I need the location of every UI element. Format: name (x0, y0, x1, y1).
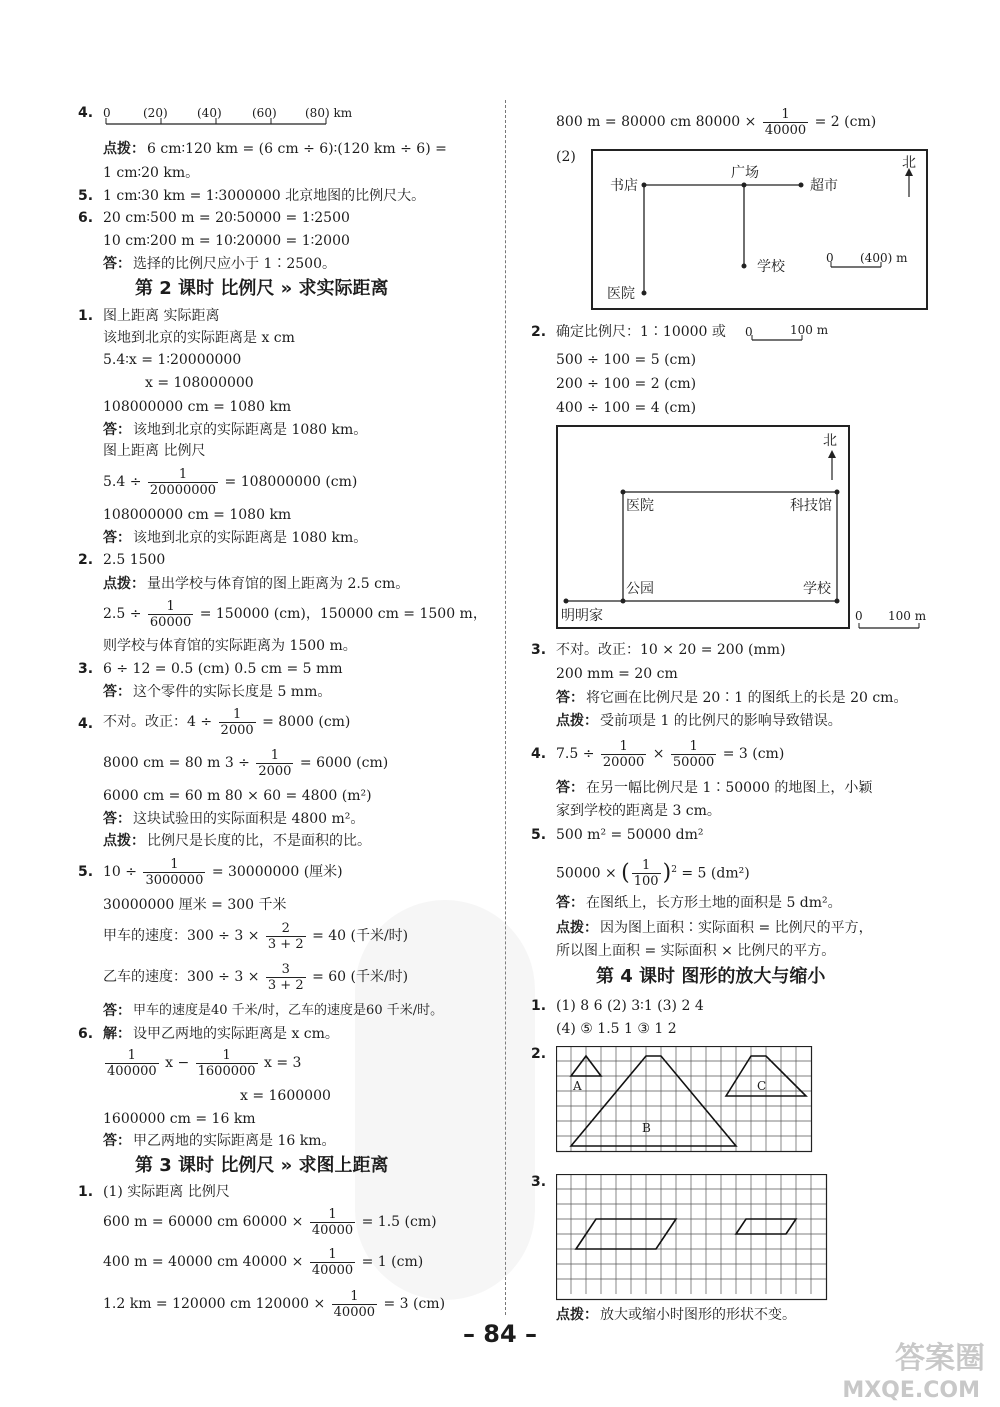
eq-suffix: = 1 (cm) (361, 1254, 424, 1270)
rq2-line2: 500 ÷ 100 = 5 (cm) (556, 352, 697, 368)
eq-suffix: = 1.5 (cm) (361, 1214, 437, 1230)
s2q4-equation2 (103, 747, 388, 779)
eq-prefix: 甲车的速度：300 ÷ 3 × (103, 928, 260, 944)
eq-prefix: 800 m = 80000 cm 80000 × (556, 114, 757, 130)
numerator: 1 (332, 1289, 377, 1305)
fraction (219, 707, 256, 738)
rq3-line2: 200 mm = 20 cm (556, 666, 678, 682)
q4-scale-20: (20) (143, 106, 168, 120)
map1-hospital: 医院 (607, 286, 635, 302)
map1-school: 学校 (757, 259, 785, 275)
s2q1-answer: 该地到北京的实际距离是 1080 km。 (133, 422, 368, 438)
section-4-title: 第 4 课时 图形的放大与缩小 (596, 966, 826, 987)
rq4-number: 4. (531, 746, 547, 762)
s2q5-equation1 (103, 856, 343, 888)
q6-answer: 选择的比例尺应小于 1∶2500。 (133, 256, 336, 272)
s2q4-equation1 (103, 706, 350, 738)
s2q1-line9: 108000000 cm = 1080 km (103, 507, 292, 523)
s4q3-number: 3. (531, 1174, 547, 1190)
s2q4-hint-label: 点拨： (103, 833, 145, 849)
fraction (196, 1048, 258, 1079)
s2q5-equation4 (103, 961, 408, 993)
rq5-hint-label: 点拨： (556, 920, 598, 936)
rq4-answer-line2: 家到学校的距离是 3 cm。 (556, 803, 721, 819)
multiply-sign: × (652, 746, 665, 762)
rq5-hint-line2: 所以图上面积 = 实际面积 × 比例尺的平方。 (556, 943, 836, 959)
map2-park: 公园 (626, 581, 654, 597)
s4q1-number: 1. (531, 998, 547, 1014)
s4q1-line2: (4) ⑤ 1.5 1 ③ 1 2 (556, 1021, 677, 1037)
q4-hint-label: 点拨： (103, 141, 145, 157)
numerator: 1 (148, 599, 193, 615)
s2q5-number: 5. (78, 864, 94, 880)
denominator: 100 (633, 874, 659, 890)
s2q1-line5: 108000000 cm = 1080 km (103, 399, 292, 415)
eq-prefix: 50000 × (556, 865, 617, 882)
numerator: 1 (219, 707, 256, 723)
watermark-stamp (355, 900, 535, 1300)
denominator: 20000 (602, 754, 645, 770)
s2q1-number: 1. (78, 308, 94, 324)
s2q6-answer-label: 答： (103, 1133, 131, 1149)
watermark-en: MXQE.COM (842, 1378, 980, 1403)
fraction (332, 1289, 377, 1320)
denominator: 2000 (220, 722, 254, 738)
s2q1-equation (103, 466, 357, 498)
s4q1-line1: (1) 8 6 (2) 3∶1 (3) 2 4 (556, 998, 704, 1014)
rq4-answer-line1: 在另一幅比例尺是 1∶50000 的地图上，小颖 (586, 780, 873, 796)
s2q6-solution-label: 解： (103, 1026, 131, 1042)
s2q1-line1: 图上距离 实际距离 (103, 308, 220, 324)
map2-scale-bar (855, 620, 925, 632)
s2q1-line3: 5.4∶x = 1∶20000000 (103, 352, 242, 368)
page-number: – 84 – (462, 1320, 538, 1348)
eq-prefix: 8000 cm = 80 m 3 ÷ (103, 755, 250, 771)
s2q6-line3: x = 1600000 (240, 1088, 331, 1104)
q5-text: 1 cm∶30 km = 1∶3000000 北京地图的比例尺大。 (103, 188, 426, 204)
eq-suffix: = 60 (千米/时) (312, 969, 409, 985)
s4q2-label-A: A (573, 1079, 582, 1093)
s2q1-answer-label: 答： (103, 422, 131, 438)
s3q1-row2 (103, 1246, 423, 1278)
rq2-number: 2. (531, 324, 547, 340)
s2q3-number: 3. (78, 661, 94, 677)
eq-suffix: = 2 (cm) (814, 114, 877, 130)
section-2-title: 第 2 课时 比例尺 » 求实际距离 (135, 278, 389, 299)
rq3-hint-label: 点拨： (556, 713, 598, 729)
s4q2-grid (556, 1046, 816, 1158)
numerator: 1 (671, 739, 716, 755)
fraction (256, 748, 293, 779)
denominator: 40000 (311, 1262, 354, 1278)
s2q4-answer-label: 答： (103, 811, 131, 827)
q4-scale-40: (40) (197, 106, 222, 120)
eq-suffix: = 40 (千米/时) (312, 928, 409, 944)
denominator: 3 + 2 (267, 977, 304, 993)
page-number-value: 84 (483, 1320, 517, 1348)
denominator: 20000000 (149, 482, 217, 498)
s2q3-answer: 这个零件的实际长度是 5 mm。 (133, 684, 332, 700)
square-exponent: 2 (671, 865, 677, 875)
eq-suffix: = 3 (cm) (383, 1296, 446, 1312)
s3q1-row3 (103, 1288, 445, 1320)
s2q6-answer: 甲乙两地的实际距离是 16 km。 (133, 1133, 336, 1149)
eq-suffix: = 6000 (cm) (299, 755, 389, 771)
eq-middle: x − (165, 1055, 190, 1071)
map2-scale-100: 100 m (888, 609, 927, 623)
s2q6-equation (103, 1047, 301, 1079)
s2q2-line1: 2.5 1500 (103, 552, 166, 568)
rq5-equation (556, 852, 750, 892)
numerator: 1 (763, 107, 808, 123)
s2q2-hint-label: 点拨： (103, 576, 145, 592)
s3q1-number: 1. (78, 1184, 94, 1200)
map2-scale-0: 0 (855, 609, 863, 623)
rq3-number: 3. (531, 642, 547, 658)
s2q1-line4: x = 108000000 (145, 375, 254, 391)
rq5-answer: 在图纸上，长方形土地的面积是 5 dm²。 (586, 895, 842, 911)
denominator: 40000 (764, 122, 807, 138)
s2q2-equation (103, 598, 487, 630)
eq-prefix: 400 m = 40000 cm 40000 × (103, 1254, 304, 1270)
s2q2-line4: 则学校与体育馆的实际距离为 1500 m。 (103, 638, 357, 654)
q4-number: 4. (78, 105, 94, 121)
rq2-line1: 确定比例尺：1∶10000 或 (556, 324, 726, 340)
eq-suffix: = 30000000 (厘米) (211, 864, 343, 880)
q6-answer-label: 答： (103, 256, 131, 272)
rq5-hint-line1: 因为图上面积∶实际面积 = 比例尺的平方， (600, 920, 873, 936)
eq-prefix: 10 ÷ (103, 864, 137, 880)
rq2-scale-0: 0 (745, 325, 753, 339)
s3q1-row1 (103, 1206, 437, 1238)
denominator: 40000 (333, 1304, 376, 1320)
q4-scale-0: 0 (103, 106, 111, 120)
rq5-number: 5. (531, 827, 547, 843)
map1-scale-400: (400) m (860, 251, 908, 265)
q4-scale-80: (80) km (305, 106, 353, 120)
eq-suffix: = 3 (cm) (722, 746, 785, 762)
denominator: 400000 (107, 1063, 157, 1079)
rq3-hint: 受前项是 1 的比例尺的影响导致错误。 (600, 713, 842, 729)
rq2-line4: 400 ÷ 100 = 4 (cm) (556, 400, 697, 416)
rq4-answer-label: 答： (556, 780, 584, 796)
s2q1-answer2: 该地到北京的实际距离是 1080 km。 (133, 530, 368, 546)
fraction (143, 857, 205, 888)
denominator: 3 + 2 (267, 936, 304, 952)
s2q1-line2: 该地到北京的实际距离是 x cm (103, 330, 295, 346)
rq5-answer-label: 答： (556, 895, 584, 911)
rq3-answer-label: 答： (556, 690, 584, 706)
q5-number: 5. (78, 188, 94, 204)
fraction (310, 1247, 355, 1278)
s2q3-answer-label: 答： (103, 684, 131, 700)
denominator: 3000000 (145, 872, 204, 888)
map1-north: 北 (902, 155, 916, 171)
denominator: 40000 (311, 1222, 354, 1238)
map1-scale-0: 0 (826, 251, 834, 265)
fraction (632, 858, 661, 889)
map2-north: 北 (823, 433, 837, 449)
top-equation (556, 106, 876, 138)
q4-scale-60: (60) (252, 106, 277, 120)
denominator: 60000 (149, 614, 192, 630)
numerator: 1 (310, 1247, 355, 1263)
numerator: 1 (105, 1048, 159, 1064)
map2-school: 学校 (803, 581, 831, 597)
rq2-scale-100: 100 m (790, 323, 829, 337)
q4-hint-line2: 1 cm∶20 km。 (103, 165, 200, 181)
eq-prefix: 600 m = 60000 cm 60000 × (103, 1214, 304, 1230)
q6-line1: 20 cm∶500 m = 20∶50000 = 1∶2500 (103, 210, 350, 226)
s4-hint-label: 点拨： (556, 1307, 598, 1323)
s2q4-line3: 6000 cm = 60 m 80 × 60 = 4800 (m²) (103, 788, 372, 804)
s2q5-line2: 30000000 厘米 = 300 千米 (103, 897, 287, 913)
q6-number: 6. (78, 210, 94, 226)
fraction (763, 107, 808, 138)
rq3-line1: 不对。改正：10 × 20 = 200 (mm) (556, 642, 786, 658)
q4-hint-line1: 6 cm∶120 km = (6 cm ÷ 6)∶(120 km ÷ 6) = (147, 141, 447, 157)
numerator: 1 (196, 1048, 258, 1064)
map1-routes (591, 149, 928, 310)
map2-tech: 科技馆 (790, 498, 832, 514)
numerator: 3 (266, 962, 306, 978)
s2q6-solution: 设甲乙两地的实际距离是 x cm。 (133, 1026, 339, 1042)
s2q5-equation3 (103, 920, 408, 952)
fraction (148, 599, 193, 630)
eq-suffix: = 150000 (cm)，150000 cm = 1500 m， (199, 606, 487, 622)
numerator: 1 (310, 1207, 355, 1223)
fraction (266, 962, 306, 993)
map2-hospital: 医院 (626, 498, 654, 514)
s3q1-line1: (1) 实际距离 比例尺 (103, 1184, 230, 1200)
s2q5-answer: 甲车的速度是40 千米/时，乙车的速度是60 千米/时。 (133, 1003, 444, 1018)
numerator: 1 (256, 748, 293, 764)
s2q6-number: 6. (78, 1026, 94, 1042)
denominator: 2000 (258, 763, 292, 779)
rq5-line1: 500 m² = 50000 dm² (556, 827, 704, 843)
paren-open-icon: ( (621, 860, 630, 886)
eq-suffix: = 108000000 (cm) (224, 474, 358, 490)
s2q5-answer-label: 答： (103, 1003, 131, 1019)
rq2-scale-bar (748, 330, 808, 344)
section-3-title: 第 3 课时 比例尺 » 求图上距离 (135, 1155, 389, 1176)
fraction (671, 739, 716, 770)
eq-prefix: 7.5 ÷ (556, 746, 595, 762)
s2q2-number: 2. (78, 552, 94, 568)
eq-prefix: 乙车的速度：300 ÷ 3 × (103, 969, 260, 985)
fraction (148, 467, 218, 498)
s2q2-hint: 量出学校与体育馆的图上距离为 2.5 cm。 (147, 576, 410, 592)
numerator: 2 (266, 921, 306, 937)
rq3-answer: 将它画在比例尺是 20∶1 的图纸上的长是 20 cm。 (586, 690, 908, 706)
fraction (601, 739, 646, 770)
eq-prefix: 不对。改正：4 ÷ (103, 714, 213, 730)
eq-prefix: 1.2 km = 120000 cm 120000 × (103, 1296, 326, 1312)
eq-suffix: = 8000 (cm) (262, 714, 351, 730)
s4q2-label-C: C (757, 1079, 767, 1093)
s2q6-line4: 1600000 cm = 16 km (103, 1111, 256, 1127)
s4q2-number: 2. (531, 1046, 547, 1062)
map1-market: 超市 (810, 178, 838, 194)
s2q1-line7: 图上距离 比例尺 (103, 443, 206, 459)
fraction (310, 1207, 355, 1238)
s4-hint: 放大或缩小时图形的形状不变。 (600, 1307, 796, 1323)
paren-close-icon: ) (662, 860, 672, 886)
numerator: 1 (632, 858, 661, 874)
eq-suffix: = 5 (dm²) (681, 865, 750, 882)
q6-line2: 10 cm∶200 m = 10∶20000 = 1∶2000 (103, 233, 350, 249)
denominator: 1600000 (197, 1063, 256, 1079)
eq-prefix: 2.5 ÷ (103, 606, 142, 622)
numerator: 1 (148, 467, 218, 483)
rq4-equation (556, 738, 784, 770)
s2q4-answer: 这块试验田的实际面积是 4800 m²。 (133, 811, 365, 827)
eq-prefix: 5.4 ÷ (103, 474, 142, 490)
s4q2-label-B: B (642, 1121, 651, 1135)
s4q3-grid (556, 1174, 832, 1304)
map1-bookstore: 书店 (610, 178, 638, 194)
numerator: 1 (143, 857, 205, 873)
map2-home: 明明家 (561, 608, 603, 624)
map1-label: (2) (556, 149, 576, 165)
s2q3-line1: 6 ÷ 12 = 0.5 (cm) 0.5 cm = 5 mm (103, 661, 343, 677)
eq-suffix: x = 3 (263, 1055, 302, 1071)
numerator: 1 (601, 739, 646, 755)
watermark-cn: 答案圈 (895, 1341, 985, 1376)
denominator: 50000 (672, 754, 715, 770)
s2q4-hint: 比例尺是长度的比，不是面积的比。 (147, 833, 371, 849)
rq2-line3: 200 ÷ 100 = 2 (cm) (556, 376, 697, 392)
s2q4-number: 4. (78, 716, 94, 732)
map1-square: 广场 (731, 165, 759, 181)
s2q1-answer2-label: 答： (103, 530, 131, 546)
fraction (266, 921, 306, 952)
fraction (105, 1048, 159, 1079)
